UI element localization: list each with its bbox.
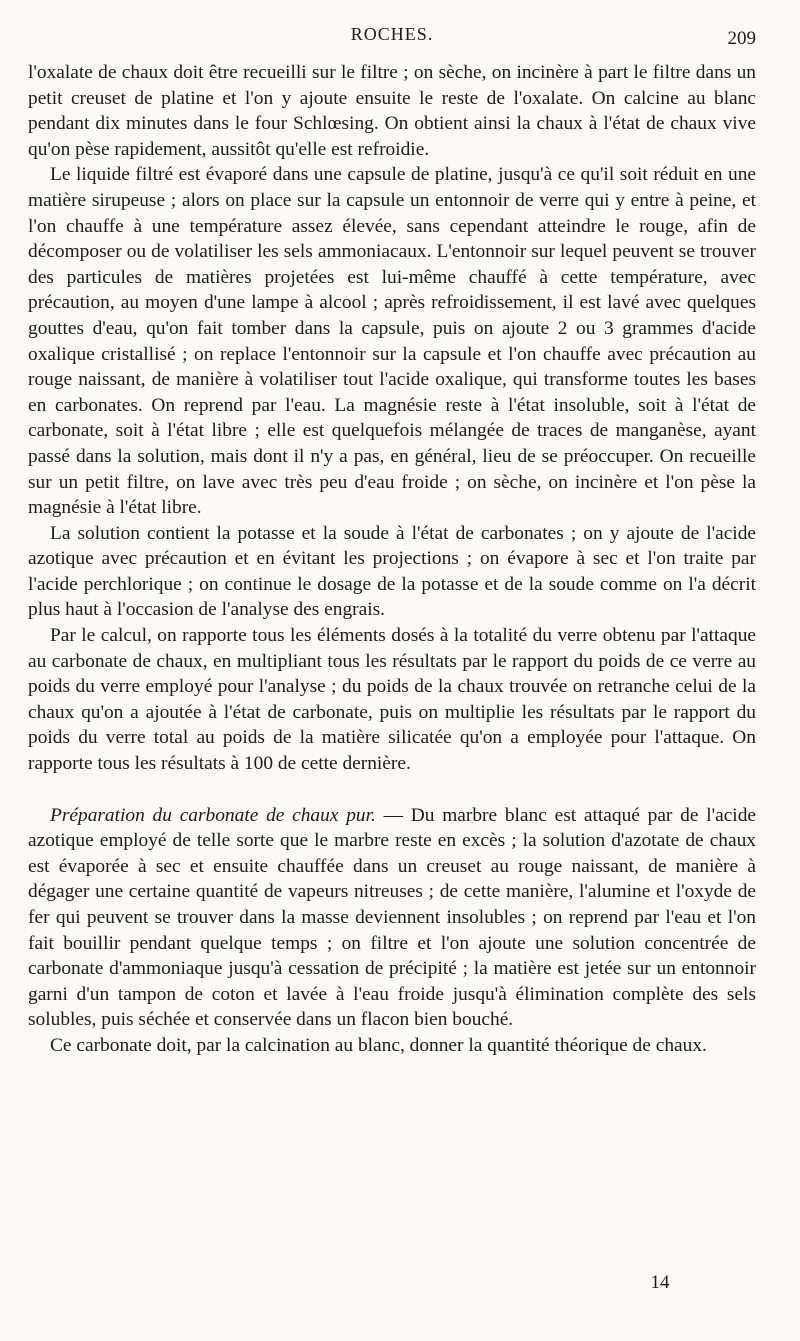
page-number: 209	[727, 28, 756, 49]
signature-mark: 14	[650, 1272, 670, 1293]
section-text: Du marbre blanc est attaqué par de l'acide azotique employé de telle sorte que le marbre reste en excès ; la solution d'azotate de chaux est évaporée à sec et ensuite chauffée dans un creuset au rouge naissant, de manière à dégager une certaine quantité de vapeurs nitreuses ; de cette manière, l'alumine et l'oxyde de fer qui peuvent se trouver dans la masse deviennent insolubles ; on reprend par l'eau et l'on fait bouillir pendant quelque temps ; on filtre et l'on ajoute une solution concentrée de carbonate d'ammoniaque jusqu'à cessation de précipité ; la matière est jetée sur un entonnoir garni d'un tampon de coton et lavée à l'eau froide jusqu'à élimination complète des sels solubles, puis séchée et conservée dans un flacon bien bouché.	[28, 804, 756, 1031]
page-header	[28, 18, 756, 50]
paragraph: Le liquide filtré est évaporé dans une capsule de platine, jusqu'à ce qu'il soit réduit en une matière sirupeuse ; alors on place sur la capsule un entonnoir de verre qui y entre à peine, et l'on chauffe à une température assez élevée, sans cependant atteindre le rouge, afin de décomposer ou de volatiliser les sels ammoniacaux. L'entonnoir sur lequel peuvent se trouver des particules de matières projetées est lui-même chauffé à cette température, avec précaution, au moyen d'une lampe à alcool ; après refroidissement, il est lavé avec quelques gouttes d'eau, qu'on fait tomber dans la capsule, puis on ajoute 2 ou 3 grammes d'acide oxalique cristallisé ; on replace l'entonnoir sur la capsule et l'on chauffe avec précaution au rouge naissant, de manière à volatiliser tout l'acide oxalique, qui transforme toutes les bases en carbonates. On reprend par l'eau. La magnésie reste à l'état insoluble, soit à l'état de carbonate, soit à l'état libre ; elle est quelquefois mélangée de traces de manganèse, ayant passé dans la solution, mais dont il n'y a pas, en général, lieu de se préoccuper. On recueille sur un petit filtre, on lave avec très peu d'eau froide ; on sèche, on incinère et l'on pèse la magnésie à l'état libre.	[28, 164, 756, 519]
closing-paragraph: Ce carbonate doit, par la calcination au blanc, donner la quantité théorique de chaux.	[50, 1034, 707, 1056]
paragraph: l'oxalate de chaux doit être recueilli sur le filtre ; on sèche, on incinère à part le filtre dans un petit creuset de platine et l'on y ajoute ensuite le reste de l'oxalate. On calcine au blanc pendant dix minutes dans le four Schlœsing. On obtient ainsi la chaux à l'état de chaux vive qu'on pèse rapidement, aussitôt qu'elle est refroidie.	[28, 62, 756, 160]
signature-mark-row	[0, 1272, 800, 1294]
section-paragraph	[28, 803, 756, 1033]
paragraph: La solution contient la potasse et la soude à l'état de carbonates ; on y ajoute de l'acide azotique avec précaution et en évitant les projections ; on évapore à sec et l'on traite par l'acide perchlorique ; on continue le dosage de la potasse et de la soude comme on l'a décrit plus haut à l'occasion de l'analyse des engrais.	[28, 522, 756, 621]
section-heading: Préparation du carbonate de chaux pur.	[50, 804, 376, 826]
paragraph: Par le calcul, on rapporte tous les éléments dosés à la totalité du verre obtenu par l'attaque au carbonate de chaux, en multipliant tous les résultats par le rapport du poids de ce verre au poids du verre employé pour l'analyse ; du poids de la chaux trouvée on retranche celui de la chaux qu'on a ajoutée à l'état de carbonate, puis on multiplie les résultats par le rapport du poids du verre total au poids de la matière silicatée qu'on a employée pour l'attaque. On rapporte tous les résultats à 100 de cette dernière.	[28, 625, 756, 775]
running-title: ROCHES.	[350, 24, 434, 44]
section-separator: —	[375, 804, 411, 826]
page-body	[28, 60, 756, 1059]
